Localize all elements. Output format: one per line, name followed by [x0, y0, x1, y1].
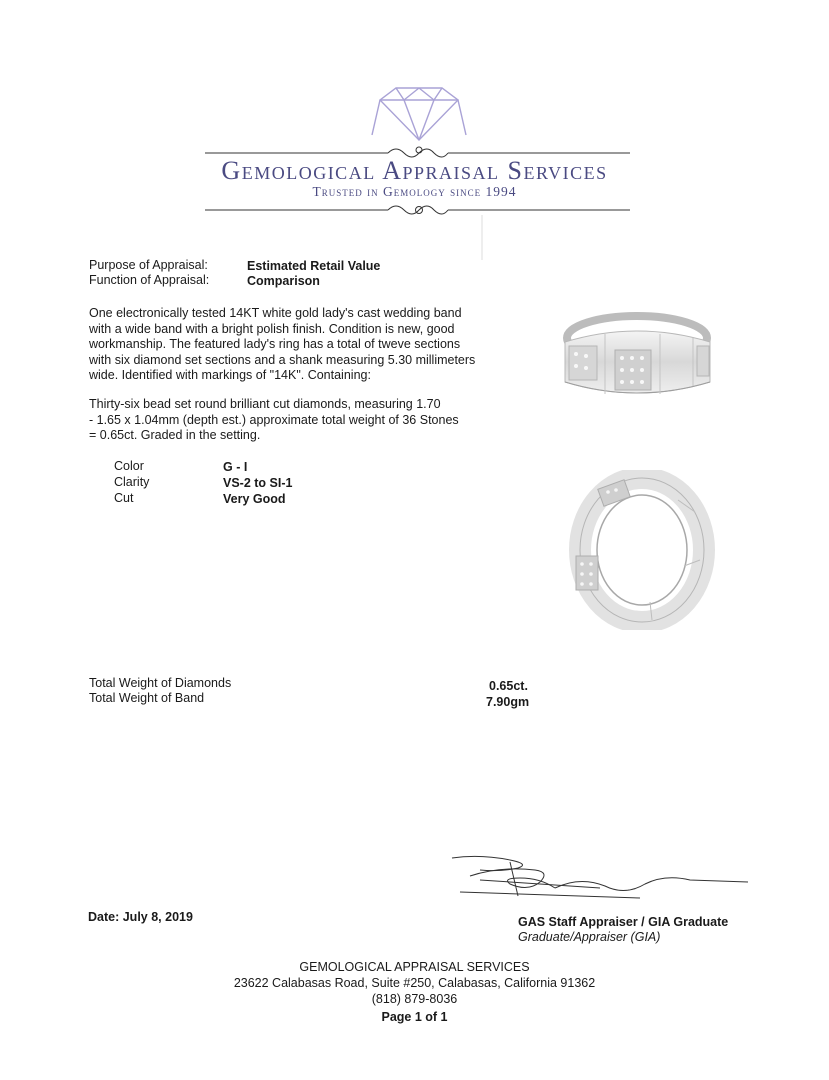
function-label: Function of Appraisal:	[89, 273, 210, 287]
description-line: with a wide band with a bright polish finish. Condition is new, good	[89, 321, 455, 336]
description-line: workmanship. The featured lady's ring has a total of tweve sections	[89, 337, 461, 351]
grade-label-clarity: Clarity	[114, 475, 150, 489]
grade-label-color: Color	[114, 459, 144, 473]
logo-graphic	[0, 0, 829, 260]
diamond-line: Thirty-six bead set round brilliant cut diamonds, measuring 1.70	[89, 397, 441, 411]
purpose-label: Purpose of Appraisal:	[89, 258, 208, 272]
description-paragraph	[89, 306, 499, 384]
purpose-value: Estimated Retail Value	[247, 259, 381, 273]
description-line: One electronically tested 14KT white gold lady's cast wedding band	[89, 306, 462, 320]
function-value: Comparison	[247, 274, 320, 288]
page-number: Page 1 of 1	[381, 1010, 448, 1024]
diamond-line: - 1.65 x 1.04mm (depth est.) approximate total weight of 36 Stones	[89, 412, 459, 427]
grade-value-cut: Very Good	[223, 492, 286, 506]
total-band-label: Total Weight of Band	[89, 691, 205, 705]
total-band-value: 7.90gm	[486, 695, 530, 709]
signature-graphic	[440, 848, 760, 910]
diamond-paragraph	[89, 397, 499, 444]
diamond-icon	[372, 88, 466, 140]
footer-phone: (818) 879-8036	[371, 992, 458, 1006]
footer-address: 23622 Calabasas Road, Suite #250, Calabasas, California 91362	[233, 976, 596, 990]
ring-photo-angled	[560, 470, 720, 630]
bottom-ornament	[205, 206, 630, 214]
total-diamonds-value: 0.65ct.	[489, 679, 528, 693]
grade-value-color: G - I	[223, 460, 248, 474]
company-tagline: Trusted in Gemology since 1994	[312, 184, 517, 199]
appraiser-title: GAS Staff Appraiser / GIA Graduate	[518, 915, 729, 929]
ring-photo-side	[555, 300, 720, 410]
description-line: with six diamond set sections and a shank measuring 5.30 millimeters	[89, 352, 476, 367]
grade-label-cut: Cut	[114, 491, 134, 505]
total-diamonds-label: Total Weight of Diamonds	[89, 676, 232, 690]
diamond-line: = 0.65ct. Graded in the setting.	[89, 428, 261, 442]
description-line: wide. Identified with markings of "14K". Containing:	[89, 368, 371, 382]
company-title: Gemological Appraisal Services	[221, 156, 608, 185]
appraiser-subtitle: Graduate/Appraiser (GIA)	[518, 930, 661, 944]
appraisal-date: Date: July 8, 2019	[88, 910, 193, 924]
grade-value-clarity: VS-2 to SI-1	[223, 476, 293, 490]
footer-company: GEMOLOGICAL APPRAISAL SERVICES	[299, 960, 530, 974]
